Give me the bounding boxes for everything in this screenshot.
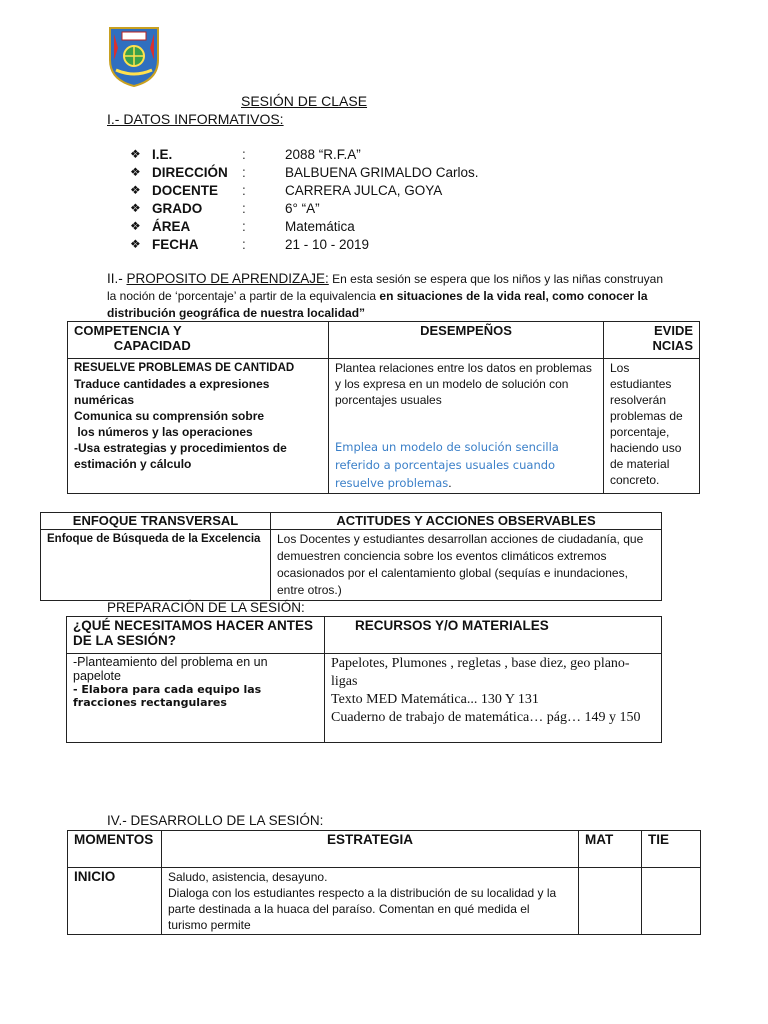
diamond-bullet-icon: ❖ — [130, 147, 141, 161]
info-value: 2088 “R.F.A” — [285, 146, 361, 162]
info-value: 21 - 10 - 2019 — [285, 236, 370, 252]
info-label: GRADO — [152, 200, 203, 216]
header-competencia: COMPETENCIA Y CAPACIDAD — [68, 322, 329, 359]
header-antes: ¿QUÉ NECESITAMOS HACER ANTES DE LA SESIÓN? — [67, 617, 325, 654]
tie-cell — [642, 868, 701, 935]
estrategia-line: Saludo, asistencia, desayuno. — [168, 870, 328, 884]
section-desarrollo: IV.- DESARROLLO DE LA SESIÓN: — [107, 813, 324, 828]
header-recursos: RECURSOS Y/O MATERIALES — [325, 617, 662, 654]
header-mat: MAT — [579, 831, 642, 868]
estrategia-line: Dialoga con los estudiantes respecto a la distribución de su localidad y la parte destinada a la huaca del paraíso. Comentan en qué medida el turismo permite — [168, 886, 557, 932]
enfoque-cell: Enfoque de Búsqueda de la Excelencia — [41, 530, 271, 601]
desarrollo-table — [67, 830, 701, 935]
header-tie: TIE — [642, 831, 701, 868]
capacidad-item: Traduce cantidades a expresiones numéricas — [74, 377, 270, 407]
desempeno-blue-text: Emplea un modelo de solución sencilla referido a porcentajes usuales cuando resuelve problemas — [335, 440, 559, 490]
antes-item: - Elabora para cada equipo las fracciones rectangulares — [73, 683, 262, 709]
header-momentos: MOMENTOS — [68, 831, 162, 868]
enfoque-table — [40, 512, 662, 601]
diamond-bullet-icon: ❖ — [130, 237, 141, 251]
preparacion-table — [66, 616, 662, 743]
page-title: SESIÓN DE CLASE — [241, 93, 368, 109]
purpose-text: En esta sesión se espera que los niños y las niñas construyan la noción de ‘porcentaje’ a partir de la equivalencia — [107, 272, 663, 303]
info-label: I.E. — [152, 146, 173, 162]
info-label: ÁREA — [152, 218, 191, 234]
info-row-ie: ❖ I.E. : 2088 “R.F.A” — [130, 145, 590, 163]
competencia-table — [67, 321, 700, 494]
mat-cell — [579, 868, 642, 935]
info-value: 6° “A” — [285, 200, 320, 216]
info-row-direccion: ❖ DIRECCIÓN : BALBUENA GRIMALDO Carlos. — [130, 163, 590, 181]
purpose-heading: PROPOSITO DE APRENDIZAJE: — [126, 271, 329, 286]
recurso-item: Texto MED Matemática... 130 Y 131 — [331, 692, 539, 707]
diamond-bullet-icon: ❖ — [130, 201, 141, 215]
info-value: Matemática — [285, 218, 355, 234]
header-actitudes: ACTITUDES Y ACCIONES OBSERVABLES — [271, 513, 662, 530]
info-row-grado: ❖ GRADO : 6° “A” — [130, 199, 590, 217]
shield-icon — [108, 26, 160, 88]
recurso-item: Papelotes, Plumones , regletas , base diez, geo plano-ligas — [331, 656, 630, 689]
header-evidencias: EVIDE NCIAS — [604, 322, 700, 359]
capacidad-item: los números y las operaciones — [74, 425, 253, 439]
competencia-title: RESUELVE PROBLEMAS DE CANTIDAD — [74, 362, 295, 374]
header-desempenos: DESEMPEÑOS — [329, 322, 604, 359]
purpose-text-bold: en situaciones de la vida real, como conocer la distribución geográfica de nuestra localidad” — [107, 289, 648, 320]
section-preparacion: PREPARACIÓN DE LA SESIÓN: — [107, 600, 305, 615]
evidencia-cell — [604, 359, 700, 494]
competencia-cell — [68, 359, 329, 494]
info-list — [130, 145, 590, 253]
school-logo — [108, 26, 160, 88]
estrategia-cell — [162, 868, 579, 935]
info-label: FECHA — [152, 236, 199, 252]
antes-item: -Planteamiento del problema en un papelote — [73, 655, 268, 683]
recursos-cell — [325, 654, 662, 743]
info-value: CARRERA JULCA, GOYA — [285, 182, 443, 198]
info-row-area: ❖ ÁREA : Matemática — [130, 217, 590, 235]
info-row-docente: ❖ DOCENTE : CARRERA JULCA, GOYA — [130, 181, 590, 199]
purpose-prefix: II.- — [107, 271, 127, 286]
diamond-bullet-icon: ❖ — [130, 183, 141, 197]
capacidad-item: -Usa estrategias y procedimientos de estimación y cálculo — [74, 441, 287, 471]
table-row — [68, 868, 701, 935]
header-enfoque: ENFOQUE TRANSVERSAL — [41, 513, 271, 530]
antes-cell — [67, 654, 325, 743]
section-datos-informativos: I.- DATOS INFORMATIVOS: — [107, 111, 284, 127]
header-estrategia: ESTRATEGIA — [162, 831, 579, 868]
info-label: DIRECCIÓN — [152, 164, 228, 180]
evidencia-text: Los estudiantes resolverán problemas de porcentaje, haciendo uso de material concreto. — [610, 361, 683, 487]
purpose-paragraph — [107, 270, 667, 322]
actitudes-cell: Los Docentes y estudiantes desarrollan acciones de ciudadanía, que demuestren conciencia sobre los eventos climáticos extremos ocasionados por el calentamiento global (sequías e inundaciones, entre otros.) — [271, 530, 662, 601]
momento-cell: INICIO — [68, 868, 162, 935]
desempeno-text: Plantea relaciones entre los datos en problemas y los expresa en un modelo de solución con porcentajes usuales — [335, 361, 592, 407]
diamond-bullet-icon: ❖ — [130, 219, 141, 233]
desempeno-cell: Plantea relaciones entre los datos en problemas y los expresa en un modelo de solución con porcentajes usuales Emplea un modelo de solución sencilla referido a porcentajes usuales cuando resuelve problemas. — [329, 359, 604, 494]
info-row-fecha: ❖ FECHA : 21 - 10 - 2019 — [130, 235, 590, 253]
recurso-item: Cuaderno de trabajo de matemática… pág… 149 y 150 — [331, 710, 641, 725]
info-value: BALBUENA GRIMALDO Carlos. — [285, 164, 479, 180]
diamond-bullet-icon: ❖ — [130, 165, 141, 179]
capacidad-item: Comunica su comprensión sobre — [74, 409, 265, 423]
info-label: DOCENTE — [152, 182, 219, 198]
